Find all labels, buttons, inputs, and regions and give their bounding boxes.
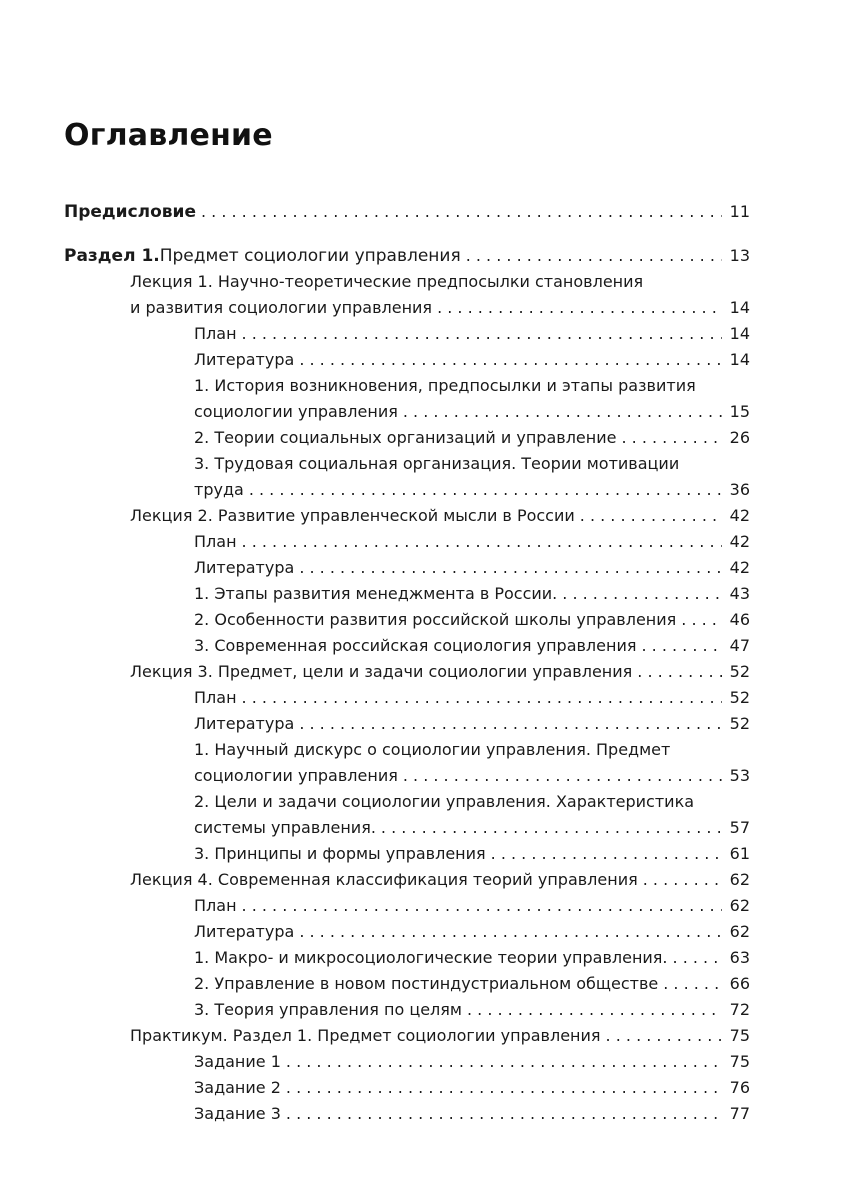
page-number: 43 xyxy=(729,584,750,603)
dot-leader xyxy=(681,607,722,633)
page-number: 66 xyxy=(729,974,750,993)
dot-leader xyxy=(299,555,722,581)
page-number: 42 xyxy=(729,506,750,525)
toc-row xyxy=(64,945,750,971)
dot-leader xyxy=(249,477,722,503)
toc-entry-text: Литература xyxy=(194,350,295,369)
dot-leader xyxy=(641,633,722,659)
dot-leader xyxy=(467,997,722,1023)
toc-entry-text: труда xyxy=(194,480,244,499)
toc-entry-text: системы управления. xyxy=(194,818,376,837)
dot-leader xyxy=(562,581,722,607)
dot-leader xyxy=(299,347,722,373)
dot-leader xyxy=(580,503,722,529)
page-number: 15 xyxy=(729,402,750,421)
dot-leader xyxy=(286,1049,722,1075)
page-number: 57 xyxy=(729,818,750,837)
dot-leader xyxy=(673,945,722,971)
page-number: 53 xyxy=(729,766,750,785)
toc-row xyxy=(64,1075,750,1101)
toc-row xyxy=(64,1049,750,1075)
toc-row xyxy=(64,1023,750,1049)
dot-leader xyxy=(242,529,722,555)
toc-row xyxy=(64,503,750,529)
dot-leader xyxy=(466,243,722,269)
dot-leader xyxy=(403,399,722,425)
dot-leader xyxy=(403,763,722,789)
toc-row xyxy=(64,711,750,737)
toc-entry-text: Лекция 3. Предмет, цели и задачи социологии управления xyxy=(130,662,633,681)
toc-row xyxy=(64,659,750,685)
toc-row xyxy=(64,789,750,815)
toc-entry-text: 1. Научный дискурс о социологии управления. Предмет xyxy=(194,740,671,759)
toc-row xyxy=(64,1101,750,1127)
toc-entry-text: Лекция 2. Развитие управленческой мысли в России xyxy=(130,506,575,525)
dot-leader xyxy=(381,815,722,841)
toc-row xyxy=(64,997,750,1023)
toc-entry-text: 2. Особенности развития российской школы управления xyxy=(194,610,677,629)
toc-row xyxy=(64,607,750,633)
toc-entry-text: 1. Этапы развития менеджмента в России. xyxy=(194,584,558,603)
dot-leader xyxy=(637,659,722,685)
dot-leader xyxy=(242,893,722,919)
page-number: 52 xyxy=(729,662,750,681)
toc-row xyxy=(64,581,750,607)
page-number: 46 xyxy=(729,610,750,629)
toc-row xyxy=(64,555,750,581)
toc-entry-text: 3. Теория управления по целям xyxy=(194,1000,462,1019)
toc-entry-text: Практикум. Раздел 1. Предмет социологии управления xyxy=(130,1026,601,1045)
toc-entry-text: Задание 1 xyxy=(194,1052,281,1071)
dot-leader xyxy=(242,685,722,711)
toc-row xyxy=(64,295,750,321)
page-number: 11 xyxy=(729,202,750,221)
page-number: 52 xyxy=(729,688,750,707)
toc-row xyxy=(64,841,750,867)
toc-entry-text: План xyxy=(194,688,237,707)
toc-row xyxy=(64,633,750,659)
toc-row xyxy=(64,919,750,945)
toc-row xyxy=(64,815,750,841)
page-number: 47 xyxy=(729,636,750,655)
toc-entry-text: и развития социологии управления xyxy=(130,298,433,317)
dot-leader xyxy=(299,711,722,737)
toc-row xyxy=(64,199,750,225)
toc-row xyxy=(64,685,750,711)
page-number: 75 xyxy=(729,1052,750,1071)
toc-entry-text: План xyxy=(194,324,237,343)
toc-list xyxy=(64,199,750,1127)
toc-entry-bold-text: Раздел 1. xyxy=(64,246,160,266)
toc-row xyxy=(64,867,750,893)
toc-row xyxy=(64,425,750,451)
dot-leader xyxy=(299,919,722,945)
toc-entry-text: 2. Управление в новом постиндустриальном обществе xyxy=(194,974,659,993)
toc-row xyxy=(64,763,750,789)
page-number: 42 xyxy=(729,532,750,551)
toc-row xyxy=(64,321,750,347)
dot-leader xyxy=(437,295,722,321)
dot-leader xyxy=(201,199,722,225)
dot-leader xyxy=(663,971,722,997)
page-number: 52 xyxy=(729,714,750,733)
toc-entry-text: 3. Трудовая социальная организация. Теории мотивации xyxy=(194,454,680,473)
page-number: 61 xyxy=(729,844,750,863)
page-number: 63 xyxy=(729,948,750,967)
toc-entry-text: Литература xyxy=(194,714,295,733)
page-number: 14 xyxy=(729,324,750,343)
toc-entry-text: Задание 2 xyxy=(194,1078,281,1097)
toc-entry-text: Задание 3 xyxy=(194,1104,281,1123)
page-number: 75 xyxy=(729,1026,750,1045)
toc-row xyxy=(64,477,750,503)
toc-row xyxy=(64,373,750,399)
toc-row xyxy=(64,243,750,269)
toc-entry-text: 3. Принципы и формы управления xyxy=(194,844,486,863)
toc-row xyxy=(64,399,750,425)
page-number: 76 xyxy=(729,1078,750,1097)
toc-row xyxy=(64,529,750,555)
dot-leader xyxy=(606,1023,722,1049)
toc-entry-text: Литература xyxy=(194,558,295,577)
page-number: 42 xyxy=(729,558,750,577)
page-number: 26 xyxy=(729,428,750,447)
toc-entry-text: 1. История возникновения, предпосылки и этапы развития xyxy=(194,376,696,395)
page-number: 13 xyxy=(729,246,750,265)
dot-leader xyxy=(242,321,722,347)
toc-entry-text: Лекция 1. Научно-теоретические предпосылки становления xyxy=(130,272,644,291)
page-number: 62 xyxy=(729,896,750,915)
toc-entry-text: 3. Современная российская социология управления xyxy=(194,636,637,655)
toc-entry-text: 1. Макро- и микросоциологические теории управления. xyxy=(194,948,668,967)
toc-entry-text: Предмет социологии управления xyxy=(159,246,461,266)
dot-leader xyxy=(286,1075,722,1101)
toc-entry-text: 2. Цели и задачи социологии управления. Характеристика xyxy=(194,792,695,811)
toc-row xyxy=(64,451,750,477)
toc-entry-text: социологии управления xyxy=(194,402,398,421)
page-number: 14 xyxy=(729,298,750,317)
toc-row xyxy=(64,971,750,997)
toc-entry-text: Лекция 4. Современная классификация теорий управления xyxy=(130,870,638,889)
page-number: 62 xyxy=(729,870,750,889)
toc-entry-text: План xyxy=(194,896,237,915)
dot-leader xyxy=(643,867,722,893)
dot-leader xyxy=(621,425,722,451)
toc-entry-text: 2. Теории социальных организаций и управление xyxy=(194,428,617,447)
toc-row xyxy=(64,347,750,373)
page-number: 14 xyxy=(729,350,750,369)
page-title: Оглавление xyxy=(64,118,273,153)
toc-entry-bold-text: Предисловие xyxy=(64,202,196,222)
dot-leader xyxy=(491,841,722,867)
page-number: 36 xyxy=(729,480,750,499)
toc-row xyxy=(64,737,750,763)
toc-entry-text: социологии управления xyxy=(194,766,398,785)
toc-row xyxy=(64,893,750,919)
page-number: 72 xyxy=(729,1000,750,1019)
toc-entry-text: Литература xyxy=(194,922,295,941)
dot-leader xyxy=(286,1101,722,1127)
toc-entry-text: План xyxy=(194,532,237,551)
toc-row xyxy=(64,269,750,295)
page-number: 77 xyxy=(729,1104,750,1123)
page-number: 62 xyxy=(729,922,750,941)
